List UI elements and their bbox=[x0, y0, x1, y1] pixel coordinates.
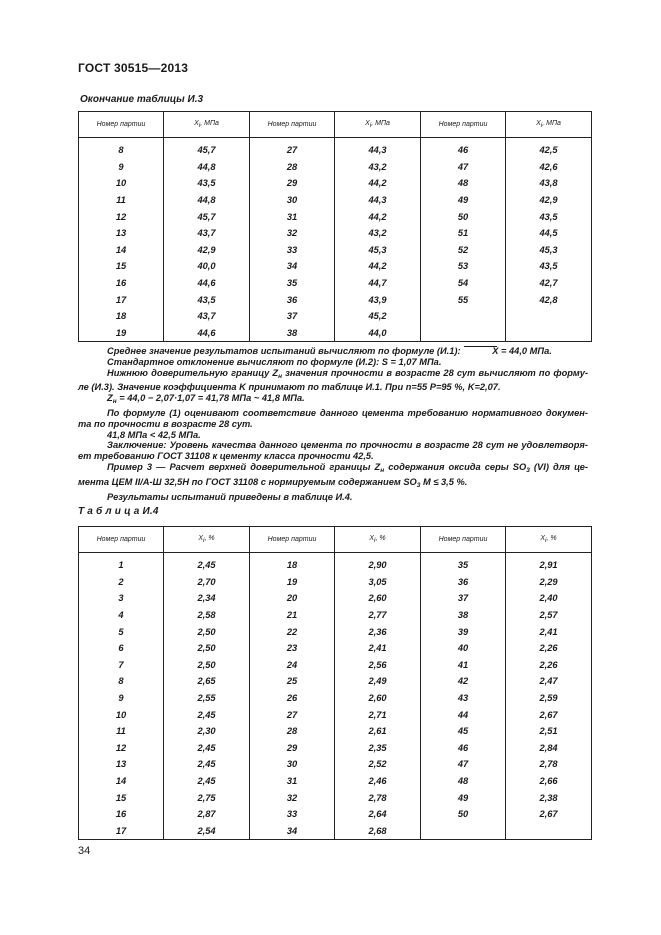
batch-number-cell: 17 bbox=[79, 291, 164, 308]
value-cell: 2,78 bbox=[506, 756, 592, 773]
table-caption: Т а б л и ц а И.4 bbox=[78, 506, 159, 517]
value-cell: 44,6 bbox=[164, 325, 250, 342]
conclusion-paragraph: Заключение: Уровень качества данного цемента по прочности в возрасте 28 сут не удовлетворя-ет требованию ГОСТ 31108 к цементу класса прочности 42,5. bbox=[78, 440, 588, 462]
batch-number-cell: 45 bbox=[421, 723, 506, 740]
batch-number-cell: 46 bbox=[421, 138, 506, 159]
value-cell: 2,91 bbox=[506, 553, 592, 574]
example-3-paragraph: Пример 3 — Расчет верхней доверительной границы $Z_н$ содержания оксида серы $SO_3$ (VI) для це-мента ЦЕМ II/А-Ш 32,5Н по ГОСТ 31108 с нормируемым содержанием $SO_3$ M ≤ 3,5 %. bbox=[78, 461, 588, 489]
batch-number-cell: 10 bbox=[79, 706, 164, 723]
batch-number-cell: 10 bbox=[79, 175, 164, 192]
value-cell: 43,2 bbox=[335, 159, 421, 176]
value-cell: 45,7 bbox=[164, 208, 250, 225]
table-row bbox=[79, 740, 592, 757]
table-row bbox=[79, 208, 592, 225]
batch-number-cell: 28 bbox=[250, 723, 335, 740]
table-row bbox=[79, 138, 592, 159]
value-cell: 2,35 bbox=[335, 740, 421, 757]
value-cell: 2,49 bbox=[335, 673, 421, 690]
table-row bbox=[79, 607, 592, 624]
col-header-batch: Номер партии bbox=[421, 527, 506, 553]
value-cell: 45,2 bbox=[335, 308, 421, 325]
batch-number-cell: 29 bbox=[250, 175, 335, 192]
value-cell: 43,5 bbox=[506, 258, 592, 275]
value-cell: 40,0 bbox=[164, 258, 250, 275]
col-header-value: $X_i$, % bbox=[335, 527, 421, 553]
value-cell bbox=[506, 823, 592, 840]
batch-number-cell: 16 bbox=[79, 806, 164, 823]
value-cell: 43,7 bbox=[164, 308, 250, 325]
value-cell: 2,50 bbox=[164, 657, 250, 674]
batch-number-cell: 30 bbox=[250, 756, 335, 773]
calculation-text bbox=[78, 346, 588, 502]
value-cell: 2,47 bbox=[506, 673, 592, 690]
table-row bbox=[79, 673, 592, 690]
value-cell bbox=[506, 308, 592, 325]
value-cell: 2,45 bbox=[164, 706, 250, 723]
value-cell: 2,66 bbox=[506, 773, 592, 790]
value-cell: 44,2 bbox=[335, 208, 421, 225]
batch-number-cell: 20 bbox=[250, 590, 335, 607]
batch-number-cell: 47 bbox=[421, 756, 506, 773]
batch-number-cell: 29 bbox=[250, 740, 335, 757]
value-cell: 2,60 bbox=[335, 690, 421, 707]
batch-number-cell: 55 bbox=[421, 291, 506, 308]
value-cell: 44,8 bbox=[164, 192, 250, 209]
table-row bbox=[79, 640, 592, 657]
table-header-row bbox=[79, 112, 592, 138]
batch-number-cell: 35 bbox=[421, 553, 506, 574]
batch-number-cell: 50 bbox=[421, 806, 506, 823]
batch-number-cell: 23 bbox=[250, 640, 335, 657]
batch-number-cell: 4 bbox=[79, 607, 164, 624]
value-cell: 43,2 bbox=[335, 225, 421, 242]
value-cell: 44,2 bbox=[335, 175, 421, 192]
batch-number-cell: 8 bbox=[79, 138, 164, 159]
col-header-value: $X_i$, МПа bbox=[164, 112, 250, 138]
value-cell: 2,78 bbox=[335, 789, 421, 806]
col-header-value: $X_i$, МПа bbox=[335, 112, 421, 138]
table-row bbox=[79, 553, 592, 574]
value-cell: 2,45 bbox=[164, 756, 250, 773]
table-row bbox=[79, 258, 592, 275]
table-row bbox=[79, 175, 592, 192]
value-cell: 2,75 bbox=[164, 789, 250, 806]
value-cell: 2,61 bbox=[335, 723, 421, 740]
batch-number-cell: 34 bbox=[250, 258, 335, 275]
col-header-batch: Номер партии bbox=[421, 112, 506, 138]
batch-number-cell: 15 bbox=[79, 789, 164, 806]
value-cell: 2,57 bbox=[506, 607, 592, 624]
value-cell: 2,77 bbox=[335, 607, 421, 624]
table-row bbox=[79, 590, 592, 607]
value-cell: 2,56 bbox=[335, 657, 421, 674]
value-cell: 2,50 bbox=[164, 623, 250, 640]
batch-number-cell: 22 bbox=[250, 623, 335, 640]
table-row bbox=[79, 325, 592, 342]
value-cell: 2,58 bbox=[164, 607, 250, 624]
batch-number-cell: 21 bbox=[250, 607, 335, 624]
batch-number-cell: 13 bbox=[79, 225, 164, 242]
value-cell: 2,59 bbox=[506, 690, 592, 707]
value-cell: 2,60 bbox=[335, 590, 421, 607]
table-row bbox=[79, 806, 592, 823]
conformity-paragraph: По формуле (1) оценивают соответствие данного цемента требованию нормативного докумен-та по прочности в возрасте 28 сут. bbox=[78, 407, 588, 429]
table-row bbox=[79, 275, 592, 292]
mean-value-paragraph: Среднее значение результатов испытаний вычисляют по формуле (И.1): X = 44,0 МПа. bbox=[107, 346, 552, 356]
col-header-batch: Номер партии bbox=[79, 527, 164, 553]
batch-number-cell: 5 bbox=[79, 623, 164, 640]
table-row bbox=[79, 291, 592, 308]
batch-number-cell: 27 bbox=[250, 138, 335, 159]
value-cell: 2,41 bbox=[506, 623, 592, 640]
batch-number-cell: 15 bbox=[79, 258, 164, 275]
batch-number-cell: 52 bbox=[421, 242, 506, 259]
batch-number-cell: 42 bbox=[421, 673, 506, 690]
table-caption: Окончание таблицы И.3 bbox=[80, 94, 204, 105]
value-cell: 43,9 bbox=[335, 291, 421, 308]
value-cell: 42,5 bbox=[506, 138, 592, 159]
batch-number-cell: 18 bbox=[250, 553, 335, 574]
batch-number-cell: 50 bbox=[421, 208, 506, 225]
value-cell: 42,6 bbox=[506, 159, 592, 176]
batch-number-cell: 35 bbox=[250, 275, 335, 292]
value-cell: 2,64 bbox=[335, 806, 421, 823]
data-table-i4 bbox=[78, 526, 592, 840]
table-row bbox=[79, 723, 592, 740]
value-cell: 44,0 bbox=[335, 325, 421, 342]
value-cell: 2,87 bbox=[164, 806, 250, 823]
batch-number-cell: 37 bbox=[421, 590, 506, 607]
batch-number-cell: 49 bbox=[421, 789, 506, 806]
batch-number-cell: 31 bbox=[250, 208, 335, 225]
value-cell: 2,51 bbox=[506, 723, 592, 740]
batch-number-cell: 6 bbox=[79, 640, 164, 657]
value-cell: 2,52 bbox=[335, 756, 421, 773]
batch-number-cell: 27 bbox=[250, 706, 335, 723]
std-dev-paragraph: Стандартное отклонение вычисляют по формуле (И.2): S = 1,07 МПа. bbox=[107, 356, 442, 367]
batch-number-cell: 40 bbox=[421, 640, 506, 657]
batch-number-cell: 14 bbox=[79, 773, 164, 790]
batch-number-cell: 14 bbox=[79, 242, 164, 259]
batch-number-cell: 54 bbox=[421, 275, 506, 292]
table-row bbox=[79, 225, 592, 242]
value-cell: 2,71 bbox=[335, 706, 421, 723]
data-table-i3 bbox=[78, 111, 592, 342]
value-cell: 45,3 bbox=[335, 242, 421, 259]
value-cell: 44,7 bbox=[335, 275, 421, 292]
value-cell: 44,3 bbox=[335, 192, 421, 209]
batch-number-cell: 51 bbox=[421, 225, 506, 242]
value-cell: 2,84 bbox=[506, 740, 592, 757]
batch-number-cell: 19 bbox=[79, 325, 164, 342]
col-header-batch: Номер партии bbox=[79, 112, 164, 138]
table-row bbox=[79, 308, 592, 325]
batch-number-cell: 11 bbox=[79, 723, 164, 740]
col-header-value: $X_i$, % bbox=[164, 527, 250, 553]
table-row bbox=[79, 706, 592, 723]
batch-number-cell: 34 bbox=[250, 823, 335, 840]
value-cell: 2,45 bbox=[164, 740, 250, 757]
batch-number-cell: 28 bbox=[250, 159, 335, 176]
table-row bbox=[79, 159, 592, 176]
batch-number-cell: 26 bbox=[250, 690, 335, 707]
batch-number-cell: 46 bbox=[421, 740, 506, 757]
value-cell: 2,90 bbox=[335, 553, 421, 574]
value-cell: 2,68 bbox=[335, 823, 421, 840]
batch-number-cell: 53 bbox=[421, 258, 506, 275]
table-row bbox=[79, 623, 592, 640]
value-cell: 2,40 bbox=[506, 590, 592, 607]
batch-number-cell: 1 bbox=[79, 553, 164, 574]
value-cell: 42,9 bbox=[506, 192, 592, 209]
lower-bound-formula: $Z_н = 44,0 - 2,07\cdot 1,07 = 41,78$ МПа ~ 41,8 МПа. bbox=[107, 393, 305, 406]
batch-number-cell: 19 bbox=[250, 574, 335, 591]
value-cell: 3,05 bbox=[335, 574, 421, 591]
batch-number-cell: 8 bbox=[79, 673, 164, 690]
batch-number-cell: 49 bbox=[421, 192, 506, 209]
batch-number-cell: 16 bbox=[79, 275, 164, 292]
value-cell: 2,41 bbox=[335, 640, 421, 657]
value-cell: 44,6 bbox=[164, 275, 250, 292]
batch-number-cell: 38 bbox=[421, 607, 506, 624]
value-cell: 42,9 bbox=[164, 242, 250, 259]
value-cell: 43,5 bbox=[506, 208, 592, 225]
batch-number-cell: 31 bbox=[250, 773, 335, 790]
table-row bbox=[79, 690, 592, 707]
batch-number-cell bbox=[421, 325, 506, 342]
table-row bbox=[79, 823, 592, 840]
batch-number-cell: 25 bbox=[250, 673, 335, 690]
batch-number-cell: 33 bbox=[250, 242, 335, 259]
table-row bbox=[79, 789, 592, 806]
batch-number-cell: 3 bbox=[79, 590, 164, 607]
value-cell: 2,30 bbox=[164, 723, 250, 740]
batch-number-cell: 18 bbox=[79, 308, 164, 325]
col-header-value: $X_i$, МПа bbox=[506, 112, 592, 138]
value-cell: 43,5 bbox=[164, 291, 250, 308]
value-cell: 43,8 bbox=[506, 175, 592, 192]
batch-number-cell: 47 bbox=[421, 159, 506, 176]
value-cell: 45,7 bbox=[164, 138, 250, 159]
value-cell: 2,45 bbox=[164, 553, 250, 574]
value-cell: 2,36 bbox=[335, 623, 421, 640]
value-cell: 43,5 bbox=[164, 175, 250, 192]
value-cell: 44,2 bbox=[335, 258, 421, 275]
value-cell: 2,45 bbox=[164, 773, 250, 790]
value-cell: 2,55 bbox=[164, 690, 250, 707]
value-cell: 44,3 bbox=[335, 138, 421, 159]
value-cell: 2,54 bbox=[164, 823, 250, 840]
batch-number-cell: 36 bbox=[250, 291, 335, 308]
col-header-batch: Номер партии bbox=[250, 527, 335, 553]
value-cell: 2,70 bbox=[164, 574, 250, 591]
batch-number-cell: 11 bbox=[79, 192, 164, 209]
batch-number-cell: 36 bbox=[421, 574, 506, 591]
value-cell: 2,67 bbox=[506, 706, 592, 723]
batch-number-cell: 12 bbox=[79, 208, 164, 225]
value-cell: 2,38 bbox=[506, 789, 592, 806]
value-cell: 2,46 bbox=[335, 773, 421, 790]
batch-number-cell: 13 bbox=[79, 756, 164, 773]
value-cell: 2,65 bbox=[164, 673, 250, 690]
comparison-line: 41,8 МПа < 42,5 МПа. bbox=[107, 429, 201, 440]
batch-number-cell: 9 bbox=[79, 159, 164, 176]
batch-number-cell: 43 bbox=[421, 690, 506, 707]
batch-number-cell bbox=[421, 823, 506, 840]
batch-number-cell: 2 bbox=[79, 574, 164, 591]
batch-number-cell: 41 bbox=[421, 657, 506, 674]
value-cell: 43,7 bbox=[164, 225, 250, 242]
table-row bbox=[79, 574, 592, 591]
batch-number-cell: 30 bbox=[250, 192, 335, 209]
value-cell: 42,7 bbox=[506, 275, 592, 292]
value-cell: 2,29 bbox=[506, 574, 592, 591]
value-cell: 2,26 bbox=[506, 657, 592, 674]
table-row bbox=[79, 242, 592, 259]
table-row bbox=[79, 756, 592, 773]
value-cell: 2,50 bbox=[164, 640, 250, 657]
batch-number-cell: 38 bbox=[250, 325, 335, 342]
batch-number-cell: 24 bbox=[250, 657, 335, 674]
col-header-value: $X_i$, % bbox=[506, 527, 592, 553]
document-header: ГОСТ 30515—2013 bbox=[78, 61, 189, 75]
batch-number-cell: 37 bbox=[250, 308, 335, 325]
batch-number-cell: 7 bbox=[79, 657, 164, 674]
value-cell: 2,26 bbox=[506, 640, 592, 657]
value-cell: 42,8 bbox=[506, 291, 592, 308]
table-row bbox=[79, 657, 592, 674]
batch-number-cell: 12 bbox=[79, 740, 164, 757]
batch-number-cell: 44 bbox=[421, 706, 506, 723]
batch-number-cell: 39 bbox=[421, 623, 506, 640]
batch-number-cell: 48 bbox=[421, 175, 506, 192]
value-cell bbox=[506, 325, 592, 342]
results-reference: Результаты испытаний приведены в таблице И.4. bbox=[107, 491, 353, 502]
batch-number-cell: 17 bbox=[79, 823, 164, 840]
value-cell: 2,34 bbox=[164, 590, 250, 607]
value-cell: 44,5 bbox=[506, 225, 592, 242]
value-cell: 45,3 bbox=[506, 242, 592, 259]
batch-number-cell: 9 bbox=[79, 690, 164, 707]
batch-number-cell: 32 bbox=[250, 225, 335, 242]
batch-number-cell bbox=[421, 308, 506, 325]
table-header-row bbox=[79, 527, 592, 553]
page-number: 34 bbox=[78, 845, 91, 857]
batch-number-cell: 33 bbox=[250, 806, 335, 823]
table-row bbox=[79, 192, 592, 209]
batch-number-cell: 48 bbox=[421, 773, 506, 790]
table-row bbox=[79, 773, 592, 790]
value-cell: 44,8 bbox=[164, 159, 250, 176]
lower-bound-paragraph: Нижнюю доверительную границу $Z_н$ значения прочности в возрасте 28 сут вычисляют по форму-ле (И.3). Значение коэффициента K принимают по таблице И.1. При n=55 P=95 %, K=2,07. bbox=[78, 367, 588, 393]
batch-number-cell: 32 bbox=[250, 789, 335, 806]
value-cell: 2,67 bbox=[506, 806, 592, 823]
col-header-batch: Номер партии bbox=[250, 112, 335, 138]
